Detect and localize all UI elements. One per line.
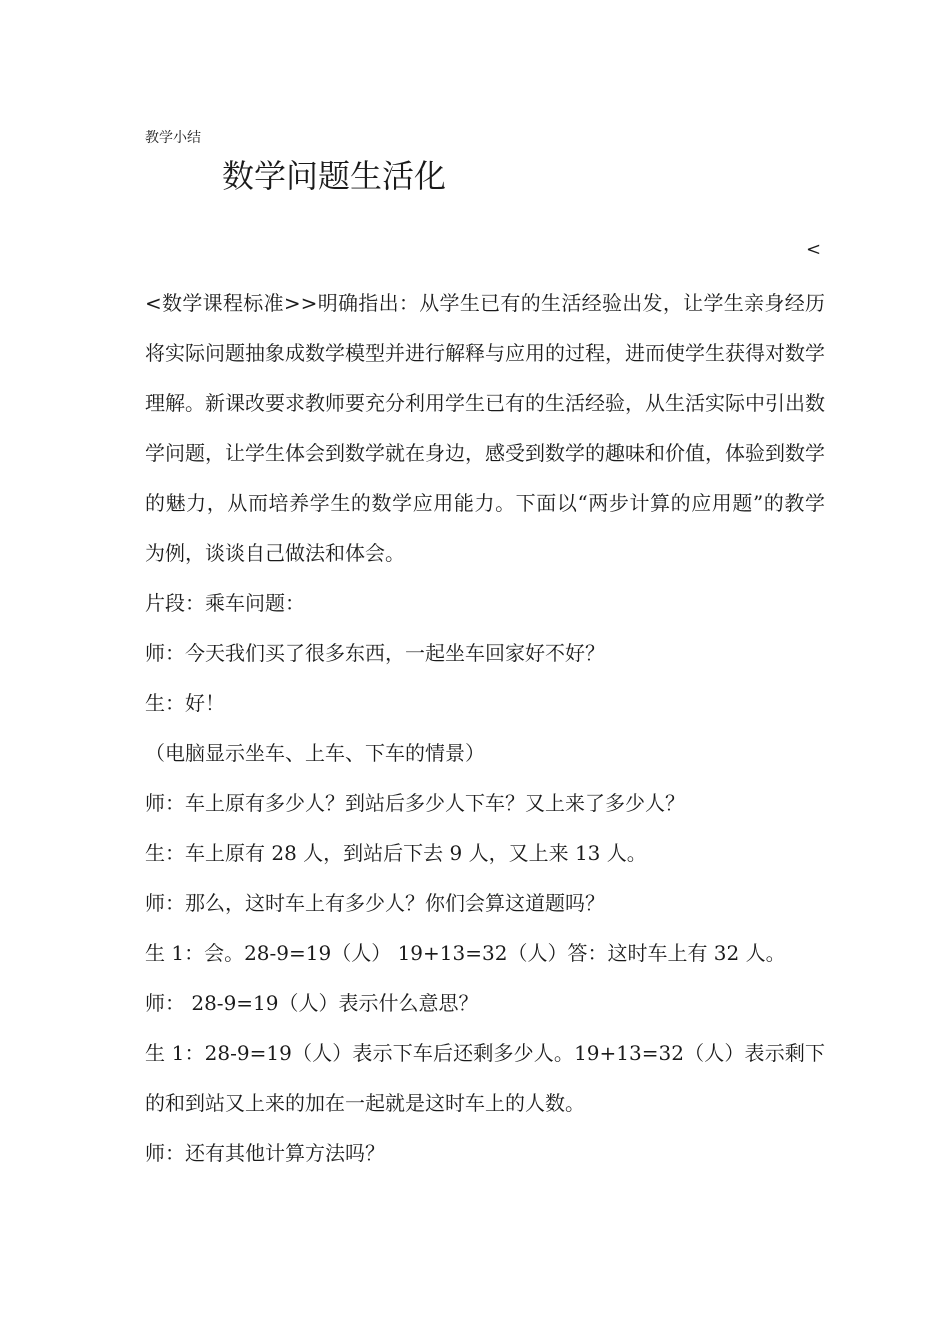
dialogue-line: 生：好！: [145, 691, 225, 715]
dialogue-line: 生：车上原有 28 人，到站后下去 9 人，又上来 13 人。: [145, 841, 647, 865]
header-note: 教学小结: [145, 130, 201, 146]
dialogue-line: 师：还有其他计算方法吗？: [145, 1141, 385, 1165]
dialogue-line: 生 1：28-9=19（人）表示下车后还剩多少人。19+13=32（人）表示剩下的和到站又上来的加在一起就是这时车上的人数。: [145, 1041, 825, 1115]
dialogue-line: 生 1：会。28-9=19（人） 19+13=32（人）答：这时车上有 32 人。: [145, 941, 786, 965]
stray-mark: <: [806, 239, 822, 260]
document-title: 数学问题生活化: [222, 157, 447, 195]
document-body: [145, 278, 825, 1178]
dialogue-line: 师：今天我们买了很多东西，一起坐车回家好不好？: [145, 641, 605, 665]
dialogue-line: 师：车上原有多少人？到站后多少人下车？又上来了多少人？: [145, 791, 685, 815]
intro-paragraph: <数学课程标准>>明确指出：从学生已有的生活经验出发，让学生亲身经历将实际问题抽象成数学模型并进行解释与应用的过程，进而使学生获得对数学理解。新课改要求教师要充分利用学生已有的生活经验，从生活实际中引出数学问题，让学生体会到数学就在身边，感受到数学的趣味和价值，体验到数学的魅力，从而培养学生的数学应用能力。下面以“两步计算的应用题”的教学为例，谈谈自己做法和体会。: [145, 291, 825, 565]
dialogue-line: （电脑显示坐车、上车、下车的情景）: [145, 741, 485, 765]
dialogue-line: 师： 28-9=19（人）表示什么意思？: [145, 991, 479, 1015]
dialogue-line: 片段：乘车问题：: [145, 591, 305, 615]
dialogue-line: 师：那么，这时车上有多少人？你们会算这道题吗？: [145, 891, 605, 915]
